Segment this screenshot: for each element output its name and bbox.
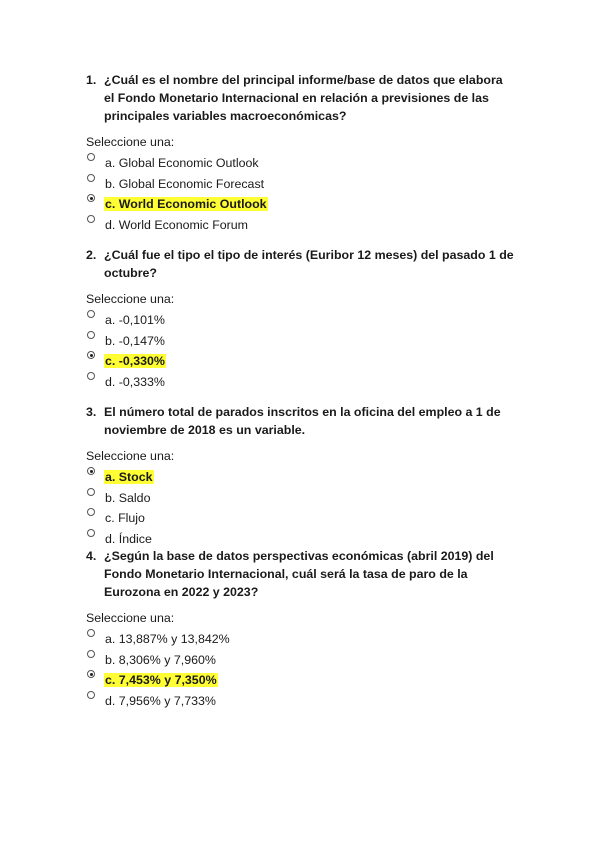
radio-button[interactable] — [87, 691, 95, 699]
option-a[interactable] — [86, 153, 516, 174]
radio-button[interactable] — [87, 529, 95, 537]
question-text: ¿Cuál es el nombre del principal informe/base de datos que elabora el Fondo Monetario Internacional en relación a previsiones de las principales variables macroeconómicas? — [104, 73, 503, 123]
question-header — [86, 246, 516, 282]
question-header — [86, 547, 516, 601]
radio-button[interactable] — [87, 372, 95, 380]
option-label: d. 7,956% y 7,733% — [105, 693, 216, 708]
radio-button[interactable] — [87, 215, 95, 223]
option-d[interactable] — [86, 372, 516, 393]
radio-button[interactable] — [87, 650, 95, 658]
option-a[interactable] — [86, 629, 516, 650]
option-label: a. -0,101% — [105, 313, 165, 328]
option-c[interactable] — [86, 351, 516, 372]
option-label: d. Índice — [105, 531, 152, 546]
option-label: d. World Economic Forum — [105, 217, 248, 232]
radio-button-checked[interactable] — [87, 467, 95, 475]
question-text: ¿Cuál fue el tipo el tipo de interés (Euribor 12 meses) del pasado 1 de octubre? — [104, 248, 514, 280]
question-text: ¿Según la base de datos perspectivas económicas (abril 2019) del Fondo Monetario Internacional, cuál será la tasa de paro de la Eurozona en 2022 y 2023? — [104, 549, 494, 599]
select-prompt: Seleccione una: — [86, 135, 175, 149]
option-c[interactable] — [86, 194, 516, 215]
radio-button[interactable] — [87, 153, 95, 161]
option-d[interactable] — [86, 215, 516, 236]
option-label: b. Saldo — [105, 490, 151, 505]
question-number: 3. — [86, 405, 97, 419]
option-label: d. -0,333% — [105, 374, 165, 389]
question-4 — [86, 547, 516, 711]
options-list — [86, 629, 516, 711]
option-c[interactable] — [86, 670, 516, 691]
radio-button-checked[interactable] — [87, 351, 95, 359]
option-c[interactable] — [86, 508, 516, 529]
option-b[interactable] — [86, 650, 516, 671]
question-text: El número total de parados inscritos en la oficina del empleo a 1 de noviembre de 2018 es un variable. — [104, 405, 501, 437]
radio-button[interactable] — [87, 174, 95, 182]
option-label: a. Global Economic Outlook — [105, 156, 259, 171]
question-1 — [86, 71, 516, 235]
option-label-selected: c. -0,330% — [105, 354, 165, 369]
question-header — [86, 71, 516, 125]
option-label-selected: c. World Economic Outlook — [105, 197, 267, 212]
option-label-selected: a. Stock — [105, 470, 153, 485]
question-3 — [86, 403, 516, 549]
option-label: b. 8,306% y 7,960% — [105, 652, 216, 667]
option-label-selected: c. 7,453% y 7,350% — [105, 673, 217, 688]
options-list — [86, 310, 516, 392]
options-list — [86, 467, 516, 549]
options-list — [86, 153, 516, 235]
option-label: b. Global Economic Forecast — [105, 176, 265, 191]
select-prompt: Seleccione una: — [86, 611, 175, 625]
option-a[interactable] — [86, 310, 516, 331]
question-2 — [86, 246, 516, 392]
option-b[interactable] — [86, 174, 516, 195]
option-label: b. -0,147% — [105, 333, 165, 348]
radio-button-checked[interactable] — [87, 670, 95, 678]
option-d[interactable] — [86, 529, 516, 550]
option-label: a. 13,887% y 13,842% — [105, 632, 230, 647]
option-label: c. Flujo — [105, 511, 145, 526]
select-prompt: Seleccione una: — [86, 449, 175, 463]
option-b[interactable] — [86, 488, 516, 509]
select-prompt: Seleccione una: — [86, 292, 175, 306]
radio-button[interactable] — [87, 331, 95, 339]
question-number: 1. — [86, 73, 97, 87]
option-a[interactable] — [86, 467, 516, 488]
radio-button[interactable] — [87, 310, 95, 318]
question-number: 2. — [86, 248, 97, 262]
radio-button[interactable] — [87, 508, 95, 516]
radio-button[interactable] — [87, 629, 95, 637]
question-header — [86, 403, 516, 439]
option-d[interactable] — [86, 691, 516, 712]
option-b[interactable] — [86, 331, 516, 352]
radio-button-checked[interactable] — [87, 194, 95, 202]
radio-button[interactable] — [87, 488, 95, 496]
question-number: 4. — [86, 549, 97, 563]
